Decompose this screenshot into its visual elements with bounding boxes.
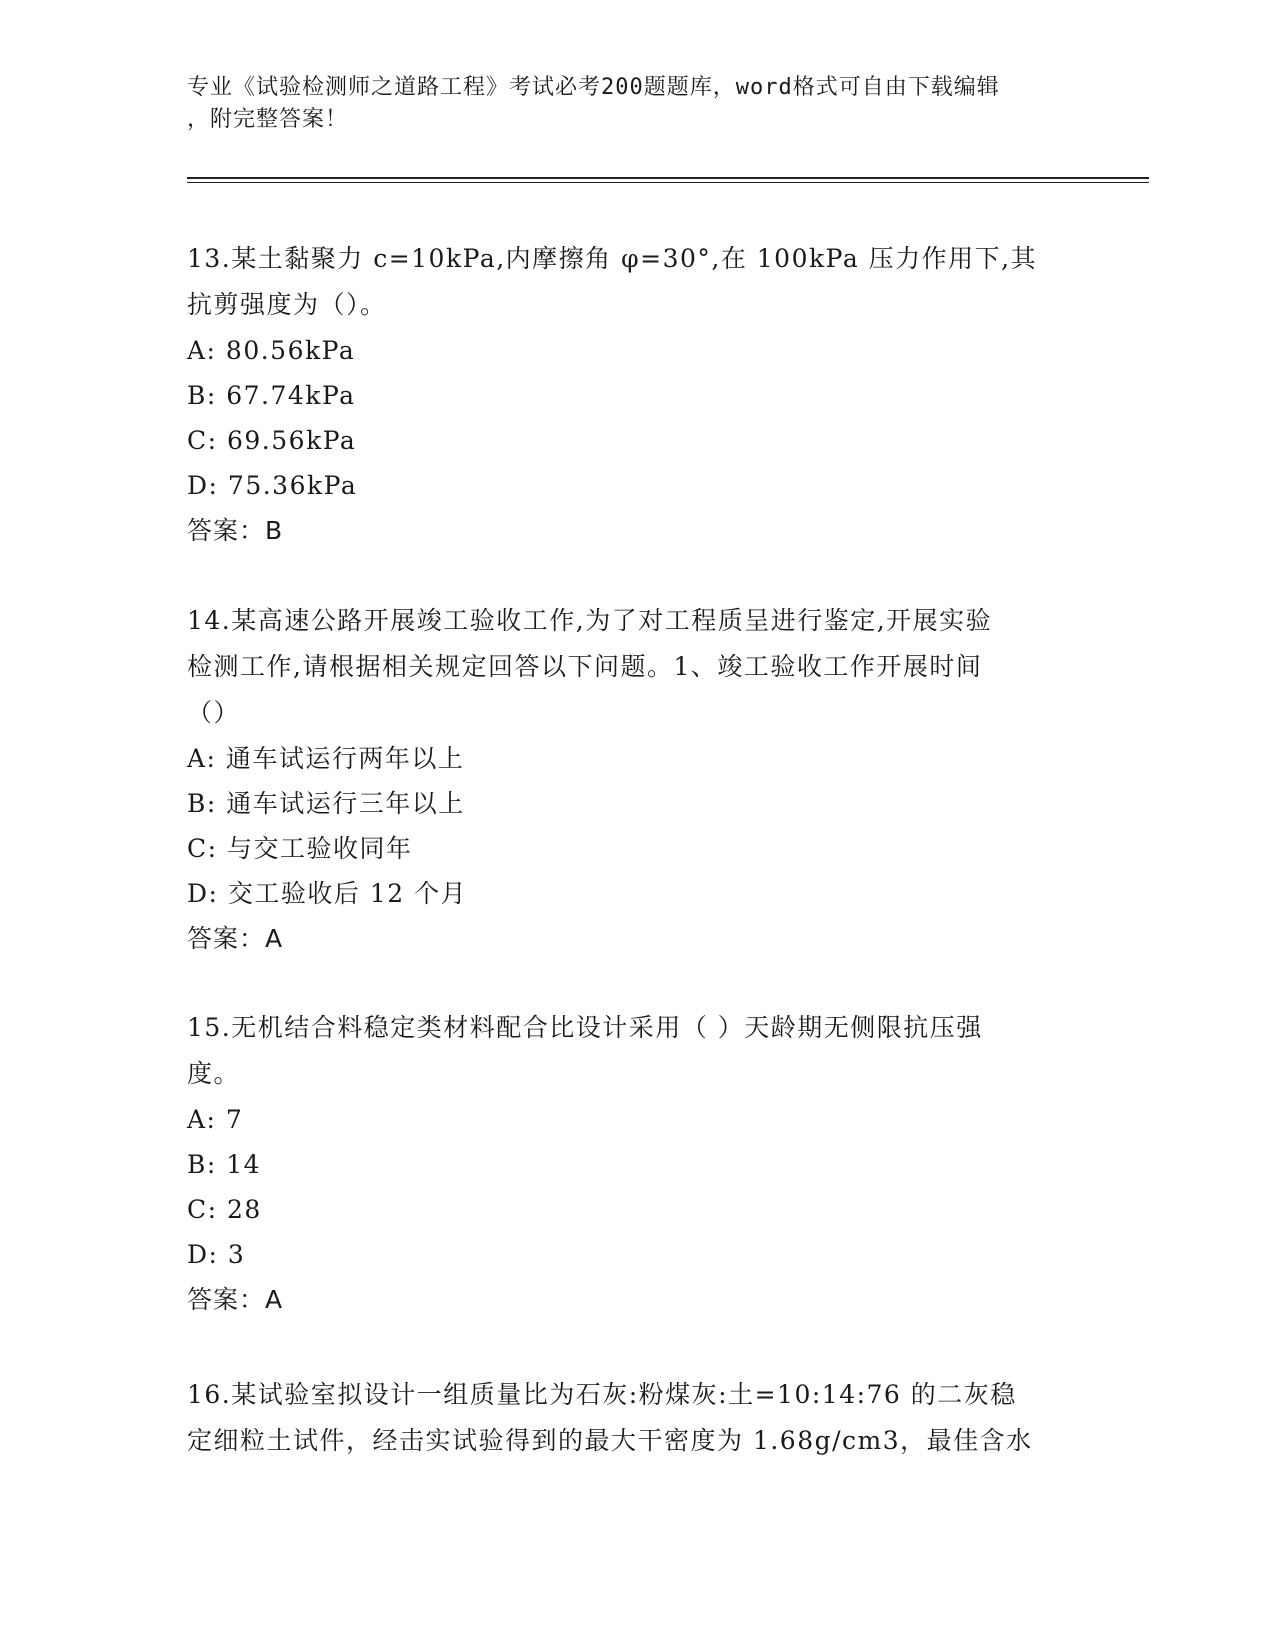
header-line-1: 专业《试验检测师之道路工程》考试必考200题题库，word格式可自由下载编辑 [187,75,1000,100]
document-header [187,72,1087,136]
question-stem [187,236,1087,328]
option-d: D: 交工验收后 12 个月 [187,879,468,908]
stem-line: 16.某试验室拟设计一组质量比为石灰:粉煤灰:土=10:14:76 的二灰稳 [187,1380,1017,1409]
stem-line: 13.某土黏聚力 c=10kPa,内摩擦角 φ=30°,在 100kPa 压力作用下,其 [187,244,1038,273]
option-c: C: 28 [187,1195,262,1224]
header-line-2: ，附完整答案！ [187,107,349,132]
answer-text: 答案：A [187,924,284,953]
answer-text: 答案：B [187,516,284,545]
stem-line: 抗剪强度为（）。 [187,290,387,319]
question-stem [187,1372,1087,1464]
question-15 [187,1005,1087,1323]
question-14 [187,598,1087,962]
option-d: D: 3 [187,1240,246,1269]
stem-line: 度。 [187,1059,241,1088]
question-stem [187,1005,1087,1097]
question-16 [187,1372,1087,1464]
option-b: B: 14 [187,1150,262,1179]
question-stem [187,598,1087,736]
stem-line: 检测工作,请根据相关规定回答以下问题。1、竣工验收工作开展时间 [187,652,983,681]
option-a: A: 7 [187,1105,244,1134]
stem-line: （） [187,698,241,727]
option-c: C: 69.56kPa [187,426,357,455]
question-13 [187,236,1087,554]
option-d: D: 75.36kPa [187,471,358,500]
option-a: A: 80.56kPa [187,336,356,365]
stem-line: 定细粒土试件，经击实试验得到的最大干密度为 1.68g/cm3，最佳含水 [187,1426,1033,1455]
stem-line: 15.无机结合料稳定类材料配合比设计采用（ ）天龄期无侧限抗压强 [187,1013,983,1042]
option-c: C: 与交工验收同年 [187,834,413,863]
option-b: B: 通车试运行三年以上 [187,789,465,818]
option-b: B: 67.74kPa [187,381,356,410]
stem-line: 14.某高速公路开展竣工验收工作,为了对工程质呈进行鉴定,开展实验 [187,606,993,635]
header-divider [187,177,1149,183]
answer-text: 答案：A [187,1285,284,1314]
option-a: A: 通车试运行两年以上 [187,744,465,773]
